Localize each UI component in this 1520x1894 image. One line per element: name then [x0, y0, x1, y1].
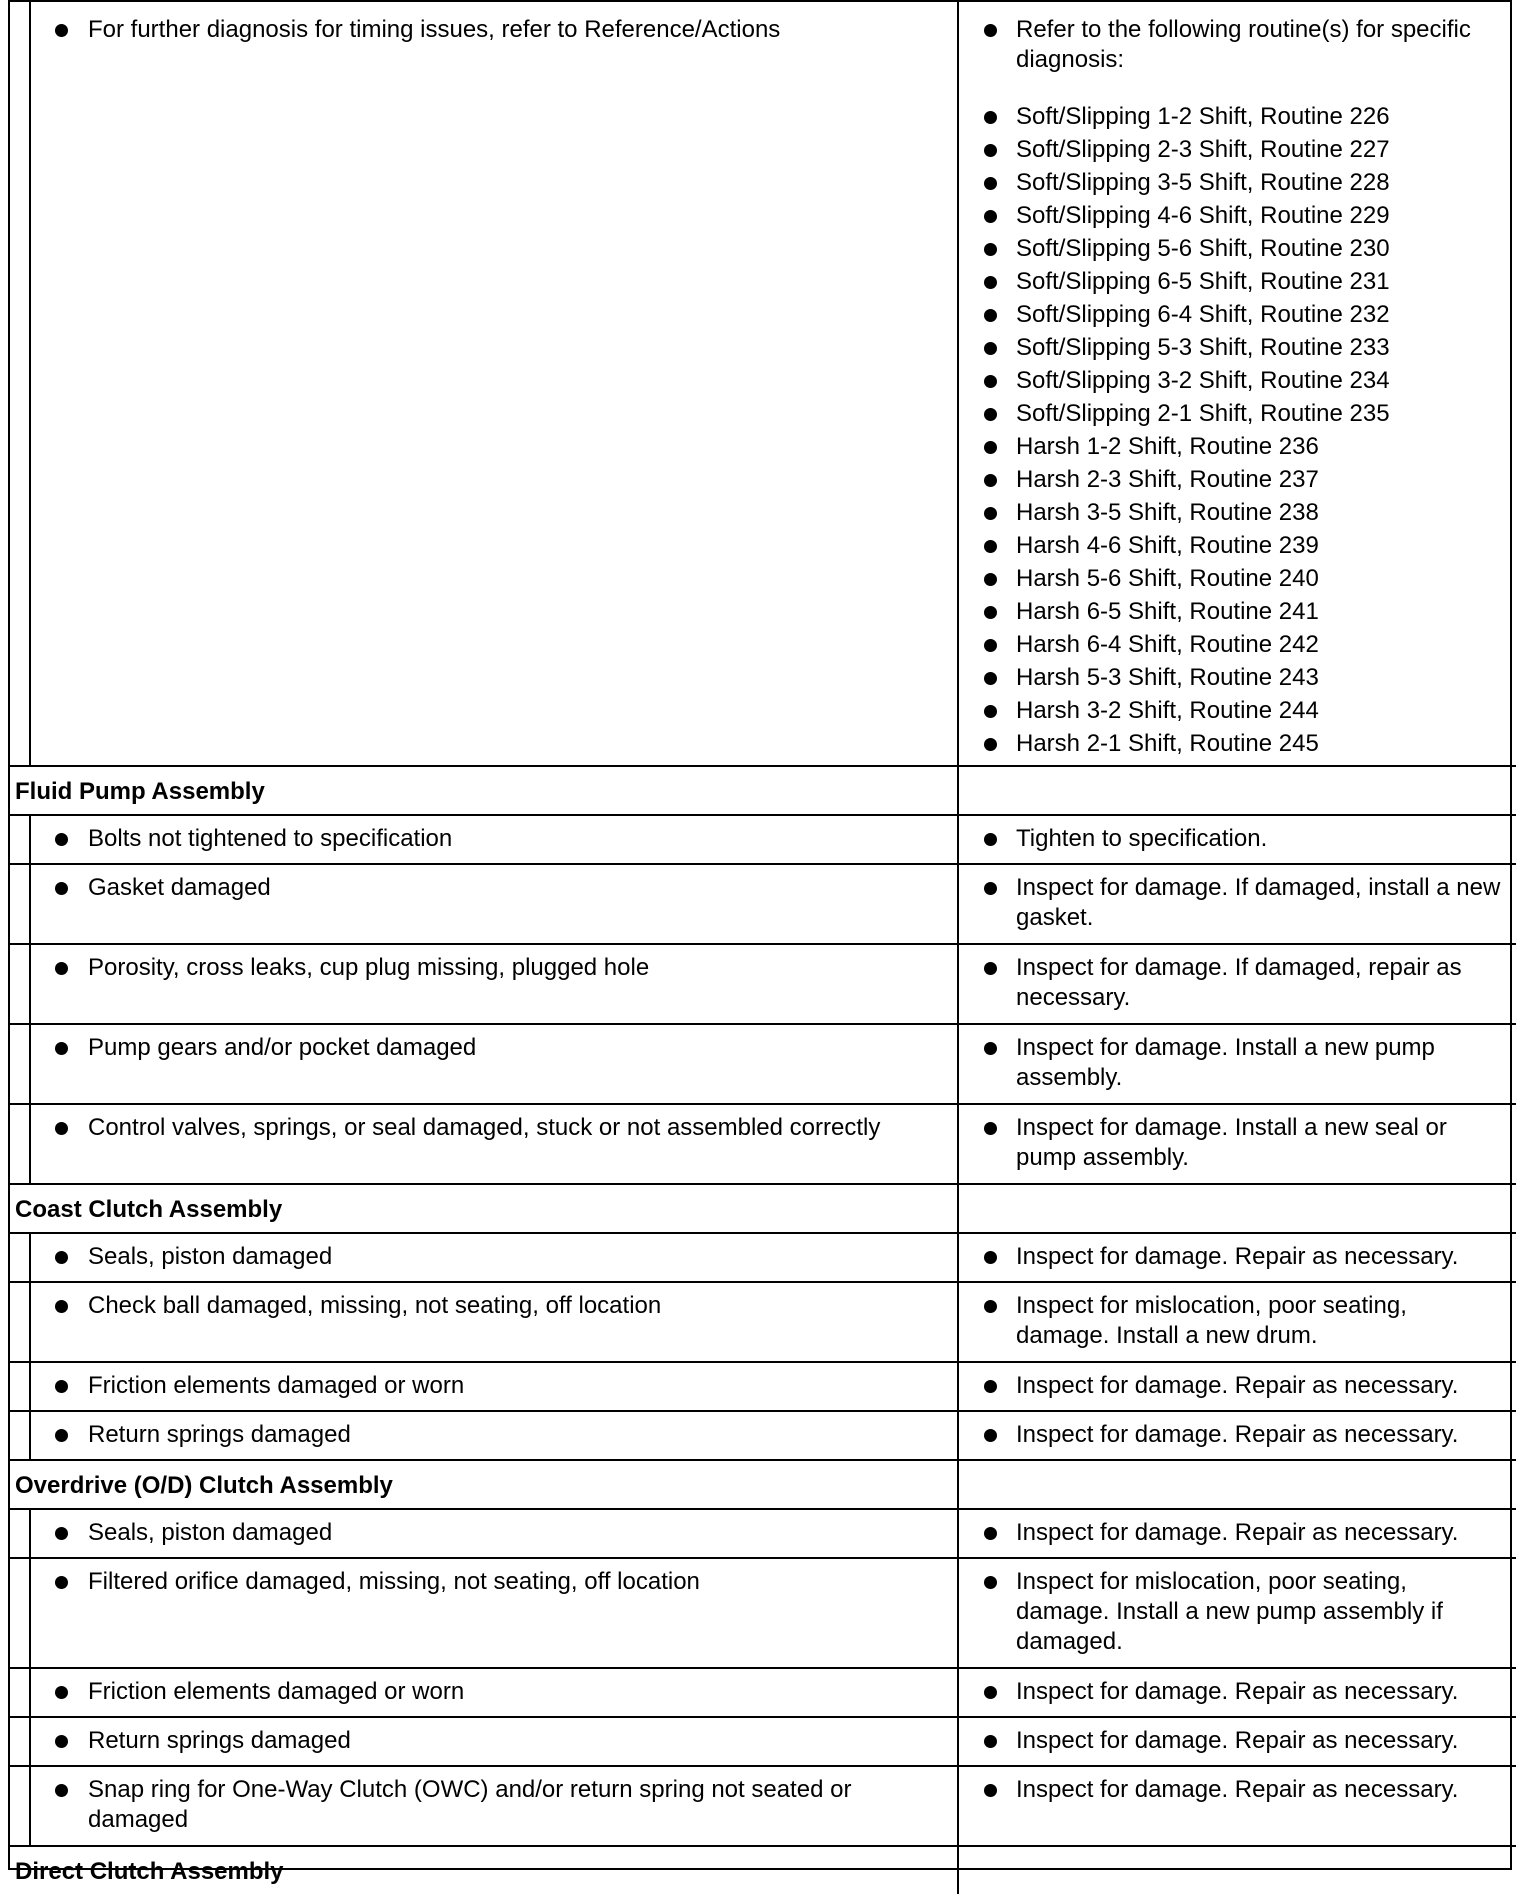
indent-divider [29, 1283, 31, 1361]
indent-divider [29, 1363, 31, 1410]
column-divider [957, 816, 959, 863]
cause-text: For further diagnosis for timing issues, refer to Reference/Actions [88, 16, 781, 43]
bullet-icon [55, 1380, 68, 1393]
bullet-icon [984, 24, 997, 37]
bullet-icon [984, 342, 997, 355]
action-text: Inspect for damage. Repair as necessary. [1016, 1776, 1459, 1803]
column-divider [957, 1234, 959, 1281]
column-divider [957, 1363, 959, 1410]
bullet-icon [984, 882, 997, 895]
cause-text: Friction elements damaged or worn [88, 1678, 465, 1705]
bullet-icon [984, 243, 997, 256]
bullet-icon [984, 375, 997, 388]
cause-text: Pump gears and/or pocket damaged [88, 1034, 477, 1061]
cause-text: Porosity, cross leaks, cup plug missing, plugged hole [88, 954, 650, 981]
bullet-icon [984, 441, 997, 454]
bullet-icon [984, 1122, 997, 1135]
bullet-icon [984, 1380, 997, 1393]
bullet-icon [55, 962, 68, 975]
bullet-icon [55, 24, 68, 37]
bullet-icon [984, 833, 997, 846]
bullet-icon [984, 672, 997, 685]
bullet-icon [984, 309, 997, 322]
column-divider [957, 1185, 959, 1232]
bullet-icon [55, 1300, 68, 1313]
routine-list-item: Soft/Slipping 1-2 Shift, Routine 226 [1016, 103, 1390, 130]
cause-text: Seals, piston damaged [88, 1243, 333, 1270]
routine-list-item: Soft/Slipping 5-6 Shift, Routine 230 [1016, 235, 1390, 262]
indent-divider [29, 1025, 31, 1103]
bullet-icon [984, 1527, 997, 1540]
bullet-icon [984, 507, 997, 520]
cause-text: Snap ring for One-Way Clutch (OWC) and/or return spring not seated or damaged [88, 1776, 852, 1833]
routine-list-item: Harsh 3-5 Shift, Routine 238 [1016, 499, 1319, 526]
bullet-icon [984, 573, 997, 586]
indent-divider [29, 1412, 31, 1459]
bullet-icon [984, 1042, 997, 1055]
bullet-icon [984, 474, 997, 487]
indent-divider [29, 0, 31, 765]
row-divider [8, 814, 1516, 816]
indent-divider [29, 1767, 31, 1845]
action-text: Inspect for damage. If damaged, repair as necessary. [1016, 954, 1462, 1011]
bullet-icon [55, 1784, 68, 1797]
column-divider [957, 1105, 959, 1183]
row-divider [8, 1410, 1516, 1412]
action-text: Inspect for damage. Repair as necessary. [1016, 1727, 1459, 1754]
action-text: Inspect for damage. Repair as necessary. [1016, 1519, 1459, 1546]
column-divider [957, 1510, 959, 1557]
bullet-icon [984, 144, 997, 157]
bullet-icon [984, 639, 997, 652]
bullet-icon [55, 1735, 68, 1748]
bullet-icon [984, 540, 997, 553]
bullet-icon [984, 276, 997, 289]
action-text: Inspect for mislocation, poor seating, damage. Install a new pump assembly if damaged. [1016, 1568, 1443, 1655]
row-divider [8, 1281, 1516, 1283]
bullet-icon [984, 962, 997, 975]
cause-text: Return springs damaged [88, 1421, 351, 1448]
routine-list-item: Soft/Slipping 4-6 Shift, Routine 229 [1016, 202, 1390, 229]
row-divider [8, 1716, 1516, 1718]
routine-list-item: Harsh 4-6 Shift, Routine 239 [1016, 532, 1319, 559]
routine-list-item: Soft/Slipping 2-1 Shift, Routine 235 [1016, 400, 1390, 427]
bullet-icon [55, 1429, 68, 1442]
column-divider [957, 1283, 959, 1361]
routine-list-item: Harsh 2-1 Shift, Routine 245 [1016, 730, 1319, 757]
bullet-icon [984, 738, 997, 751]
indent-divider [29, 1718, 31, 1765]
indent-divider [29, 1559, 31, 1667]
row-divider [8, 943, 1516, 945]
bullet-icon [984, 705, 997, 718]
bullet-icon [984, 408, 997, 421]
routine-list-item: Soft/Slipping 3-5 Shift, Routine 228 [1016, 169, 1390, 196]
column-divider [957, 767, 959, 814]
section-title: Overdrive (O/D) Clutch Assembly [15, 1472, 393, 1499]
action-text: Inspect for damage. Install a new seal or pump assembly. [1016, 1114, 1447, 1171]
indent-divider [29, 1234, 31, 1281]
column-divider [957, 1025, 959, 1103]
row-divider [8, 1845, 1516, 1847]
routine-list-item: Harsh 2-3 Shift, Routine 237 [1016, 466, 1319, 493]
bullet-icon [984, 1576, 997, 1589]
routine-list-item: Soft/Slipping 2-3 Shift, Routine 227 [1016, 136, 1390, 163]
routine-list-item: Soft/Slipping 5-3 Shift, Routine 233 [1016, 334, 1390, 361]
bullet-icon [984, 1300, 997, 1313]
bullet-icon [55, 1122, 68, 1135]
routine-list-item: Harsh 6-5 Shift, Routine 241 [1016, 598, 1319, 625]
bullet-icon [55, 1576, 68, 1589]
routine-list-item: Harsh 5-3 Shift, Routine 243 [1016, 664, 1319, 691]
section-title: Fluid Pump Assembly [15, 778, 265, 805]
cause-text: Check ball damaged, missing, not seating, off location [88, 1292, 662, 1319]
bullet-icon [55, 1251, 68, 1264]
action-text: Inspect for damage. Install a new pump assembly. [1016, 1034, 1435, 1091]
indent-divider [29, 945, 31, 1023]
row-divider [8, 1023, 1516, 1025]
column-divider [957, 1559, 959, 1667]
cause-text: Filtered orifice damaged, missing, not seating, off location [88, 1568, 700, 1595]
bullet-icon [984, 210, 997, 223]
bullet-icon [984, 177, 997, 190]
bullet-icon [984, 606, 997, 619]
routine-list-item: Harsh 3-2 Shift, Routine 244 [1016, 697, 1319, 724]
routine-list-item: Soft/Slipping 6-4 Shift, Routine 232 [1016, 301, 1390, 328]
cause-text: Control valves, springs, or seal damaged, stuck or not assembled correctly [88, 1114, 881, 1141]
column-divider [957, 945, 959, 1023]
row-divider [8, 765, 1516, 767]
row-divider [8, 863, 1516, 865]
column-divider [957, 0, 959, 765]
action-text: Inspect for damage. Repair as necessary. [1016, 1421, 1459, 1448]
routine-list-item: Soft/Slipping 3-2 Shift, Routine 234 [1016, 367, 1390, 394]
column-divider [957, 1847, 959, 1894]
row-divider [8, 1557, 1516, 1559]
action-text: Inspect for damage. If damaged, install a new gasket. [1016, 874, 1501, 931]
bullet-icon [55, 833, 68, 846]
bullet-icon [984, 111, 997, 124]
indent-divider [29, 1510, 31, 1557]
action-text: Tighten to specification. [1016, 825, 1268, 852]
cause-text: Gasket damaged [88, 874, 271, 901]
row-divider [8, 1361, 1516, 1363]
column-divider [957, 1412, 959, 1459]
action-text: Inspect for mislocation, poor seating, damage. Install a new drum. [1016, 1292, 1407, 1349]
row-divider [8, 1765, 1516, 1767]
cause-text: Friction elements damaged or worn [88, 1372, 465, 1399]
indent-divider [29, 1105, 31, 1183]
action-text: Inspect for damage. Repair as necessary. [1016, 1678, 1459, 1705]
bullet-icon [984, 1429, 997, 1442]
indent-divider [29, 816, 31, 863]
bullet-icon [984, 1735, 997, 1748]
bullet-icon [55, 882, 68, 895]
bullet-icon [55, 1686, 68, 1699]
column-divider [957, 1669, 959, 1716]
cause-text: Bolts not tightened to specification [88, 825, 453, 852]
row-divider [8, 1232, 1516, 1234]
action-text: Inspect for damage. Repair as necessary. [1016, 1243, 1459, 1270]
routine-list-item: Harsh 1-2 Shift, Routine 236 [1016, 433, 1319, 460]
row-divider [8, 1183, 1516, 1185]
column-divider [957, 1718, 959, 1765]
section-title: Direct Clutch Assembly [15, 1858, 284, 1885]
bullet-icon [55, 1527, 68, 1540]
row-divider [8, 1508, 1516, 1510]
column-divider [957, 1767, 959, 1845]
routine-list-item: Soft/Slipping 6-5 Shift, Routine 231 [1016, 268, 1390, 295]
cause-text: Return springs damaged [88, 1727, 351, 1754]
section-title: Coast Clutch Assembly [15, 1196, 283, 1223]
column-divider [957, 1461, 959, 1508]
bullet-icon [984, 1784, 997, 1797]
row-divider [8, 1667, 1516, 1669]
action-text: Inspect for damage. Repair as necessary. [1016, 1372, 1459, 1399]
bullet-icon [984, 1686, 997, 1699]
routine-list-item: Harsh 6-4 Shift, Routine 242 [1016, 631, 1319, 658]
bullet-icon [984, 1251, 997, 1264]
row-divider [8, 1103, 1516, 1105]
routine-list-item: Harsh 5-6 Shift, Routine 240 [1016, 565, 1319, 592]
bullet-icon [55, 1042, 68, 1055]
indent-divider [29, 1669, 31, 1716]
row-divider [8, 1459, 1516, 1461]
indent-divider [29, 865, 31, 943]
column-divider [957, 865, 959, 943]
action-text: Refer to the following routine(s) for specific diagnosis: [1016, 16, 1471, 73]
cause-text: Seals, piston damaged [88, 1519, 333, 1546]
